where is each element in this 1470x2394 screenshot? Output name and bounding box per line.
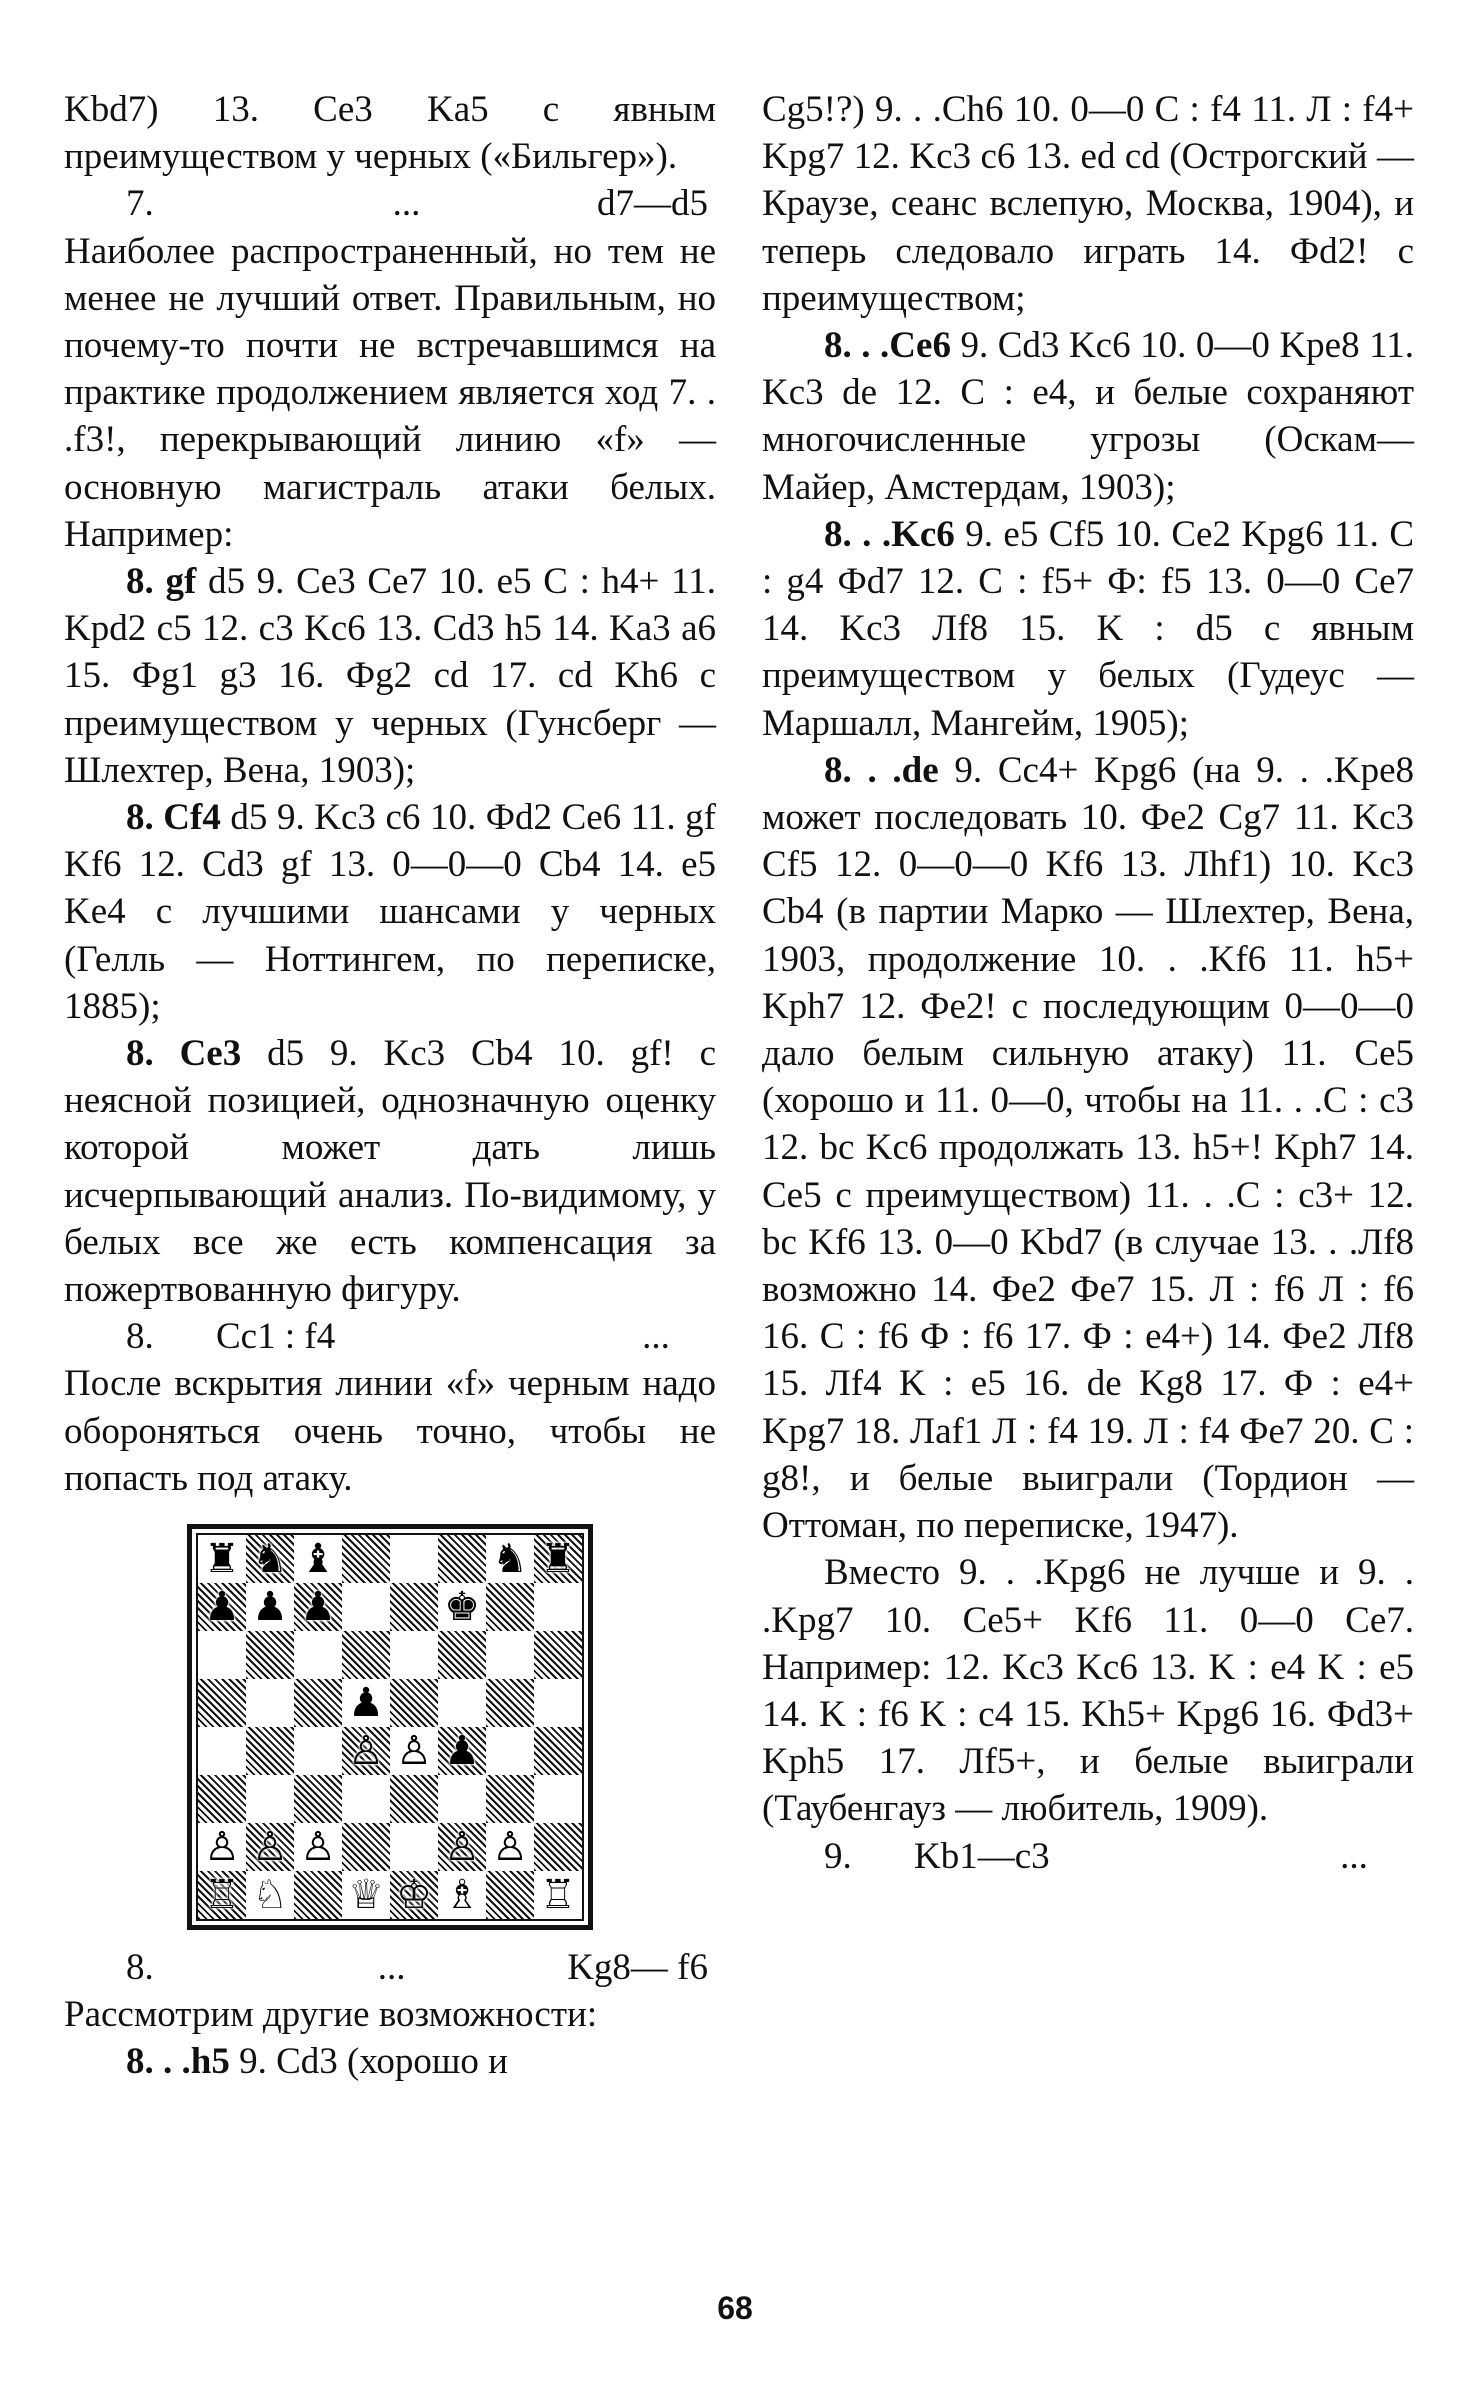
board-square [438,1823,486,1871]
variation-head: 8. Ce3 [126,1033,242,1075]
board-square [390,1727,438,1775]
board-square [534,1631,582,1679]
move-dots: ... [1340,1835,1368,1877]
left-column [64,86,716,2086]
board-square [246,1631,294,1679]
board-square [342,1775,390,1823]
variation-text: d5 9. Ce3 Ce7 10. e5 C : h4+ 11. Kpd2 c5 12. c3 Kc6 13. Cd3 h5 14. Ka3 a6 15. Фg1 g3 16. Фg2 cd 17. cd Kh6 с преимуществом у черных (Гунсберг — Шлехтер, Вена, 1903); [64,561,716,791]
paragraph: Вместо 9. . .Kpg6 не лучше и 9. . .Kpg7 10. Ce5+ Kf6 11. 0—0 Ce7. Например: 12. Kc3 Kc6 13. K : e4 K : e5 14. K : f6 K : c4 15. Kh5+ Kpg6 16. Фd3+ Kph5 17. Лf5+, и белые выиграли (Таубенгауз — любитель, 1909). [762,1552,1414,1830]
board-square [198,1679,246,1727]
move-dots: ... [377,1947,406,1989]
variation-head: 8. gf [126,561,197,603]
board-square [438,1535,486,1583]
board-square [486,1583,534,1631]
board-square [246,1871,294,1919]
variation [762,747,1414,1549]
chess-piece: ♘ [252,1872,288,1919]
variation [64,558,716,794]
board-square [342,1871,390,1919]
board-square [438,1679,486,1727]
move-text: Cc1 : f4 [216,1316,336,1358]
variation [762,511,1414,747]
board-square [342,1535,390,1583]
board-square [438,1631,486,1679]
board-square [198,1631,246,1679]
variation-text: 9. Cd3 Kc6 10. 0—0 Kpe8 11. Kc3 de 12. C : e4, и белые сохраняют многочисленные угрозы (Оскам—Майер, Амстердам, 1903); [762,325,1414,508]
chess-piece: ♙ [252,1824,288,1871]
board-square [390,1583,438,1631]
variation [64,1030,716,1313]
chess-piece: ♚ [444,1584,480,1631]
move-text: d7—d5 [597,183,708,225]
board-square [390,1679,438,1727]
board-square [294,1583,342,1631]
board-square [198,1535,246,1583]
chess-piece: ♙ [492,1824,528,1871]
board-square [198,1727,246,1775]
board-square [246,1775,294,1823]
board-square [246,1823,294,1871]
board-square [198,1871,246,1919]
board-square [342,1631,390,1679]
board-square [390,1631,438,1679]
chess-piece: ♝ [300,1536,336,1583]
board-square [486,1535,534,1583]
chess-piece: ♞ [492,1536,528,1583]
variation-head: 8. . .Kc6 [824,513,955,555]
paragraph: Cg5!?) 9. . .Ch6 10. 0—0 C : f4 11. Л : f4+ Kpg7 12. Kc3 c6 13. ed cd (Острогский — Краузе, сеанс вслепую, Москва, 1904), и теперь следовало играть 14. Фd2! с преимуществом; [762,89,1414,319]
board-square [534,1775,582,1823]
board-square [246,1583,294,1631]
move-number: 8. [126,1947,154,1989]
board-square [294,1823,342,1871]
chess-piece: ♙ [396,1728,432,1775]
board-square [534,1823,582,1871]
board-square [294,1631,342,1679]
board-square [534,1679,582,1727]
paragraph: Рассмотрим другие возможности: [64,1994,598,2036]
board-square [390,1871,438,1919]
move-number: 8. [126,1316,154,1358]
variation [64,794,716,1030]
move-number: 7. [126,183,154,225]
chess-piece: ♙ [300,1824,336,1871]
variation-head: 8. . .de [824,749,939,791]
chess-piece: ♙ [348,1728,384,1775]
chess-piece: ♟ [444,1728,480,1775]
board-square [246,1679,294,1727]
board-square [198,1775,246,1823]
chess-piece: ♖ [540,1872,576,1919]
move-dots: ... [392,183,421,225]
right-column [762,86,1414,1880]
board-square [246,1535,294,1583]
chess-piece: ♙ [444,1824,480,1871]
chess-piece: ♗ [444,1872,480,1919]
board-square [486,1679,534,1727]
board-square [486,1823,534,1871]
chess-board [196,1533,584,1921]
diagram-frame [187,1524,593,1930]
variation-text: 9. Cd3 (хорошо и [229,2041,508,2083]
board-square [390,1775,438,1823]
chess-piece: ♕ [348,1872,384,1919]
chess-piece: ♟ [348,1680,384,1727]
board-square [534,1871,582,1919]
move-text: Kb1—c3 [914,1835,1050,1877]
chess-piece: ♟ [204,1584,240,1631]
board-square [198,1583,246,1631]
paragraph: После вскрытия линии «f» черным надо обороняться очень точно, чтобы не попасть под атаку. [64,1363,716,1499]
board-square [390,1535,438,1583]
move-line [64,1313,716,1360]
variation-text: d5 9. Kc3 Cb4 10. gf! с неясной позицией, однозначную оценку которой может дать лишь исчерпывающий анализ. По-видимому, у белых все же есть компенсация за пожертвованную фигуру. [64,1033,716,1311]
page-number: 68 [717,2290,753,2326]
chess-piece: ♔ [396,1872,432,1919]
move-line [762,1833,1414,1880]
board-square [294,1679,342,1727]
chess-piece: ♙ [204,1824,240,1871]
chess-diagram [64,1524,716,1930]
board-square [294,1775,342,1823]
board-square [198,1823,246,1871]
board-square [246,1727,294,1775]
variation-text: 9. e5 Cf5 10. Ce2 Kpg6 11. C : g4 Фd7 12. C : f5+ Ф: f5 13. 0—0 Ce7 14. Kc3 Лf8 15. K : d5 с явным преимуществом у белых (Гудеус — Маршалл, Мангейм, 1905); [762,513,1414,744]
variation-text: d5 9. Kc3 c6 10. Фd2 Ce6 11. gf Kf6 12. Cd3 gf 13. 0—0—0 Cb4 14. e5 Ke4 с лучшими шансами у черных (Гелль — Ноттингем, по переписке, 1885); [64,797,716,1027]
board-square [486,1871,534,1919]
chess-piece: ♟ [252,1584,288,1631]
chess-piece: ♜ [204,1536,240,1583]
chess-piece: ♟ [300,1584,336,1631]
paragraph: Наиболее распространенный, но тем не менее не лучший ответ. Правильным, но почему-то почти не встречавшимся на практике продолжением является ход 7. . .f3!, перекрывающий линию «f» — основную магистраль атаки белых. Например: [64,230,716,555]
chess-piece: ♖ [204,1872,240,1919]
board-square [486,1631,534,1679]
variation-text: 9. Cc4+ Kpg6 (на 9. . .Kpe8 может последовать 10. Фe2 Cg7 11. Kc3 Cf5 12. 0—0—0 Kf6 13. Лhf1) 10. Kc3 Cb4 (в партии Марко — Шлехтер, Вена, 1903, продолжение 10. . .Kf6 11. h5+ Kph7 12. Фe2! с последующим 0—0—0 дало белым сильную атаку) 11. Ce5 (хорошо и 11. 0—0, чтобы на 11. . .C : c3 12. bc Kc6 продолжать 13. h5+! Kph7 14. Ce5 с преимуществом) 11. . .C : c3+ 12. bc Kf6 13. 0—0 Kbd7 (в случае 13. . .Лf8 возможно 14. Фe2 Фe7 15. Л : f6 Л : f6 16. C : f6 Ф : f6 17. Ф : e4+) 14. Фe2 Лf8 15. Лf4 K : e5 16. de Kg8 17. Ф : e4+ Kpg7 18. Лaf1 Л : f4 19. Л : f4 Фe7 20. C : g8!, и белые выиграли (Тордион — Оттоман, по переписке, 1947). [762,749,1415,1547]
move-line [64,1944,716,1991]
paragraph: Kbd7) 13. Ce3 Ka5 с явным преимуществом у черных («Бильгер»). [64,89,716,178]
board-square [294,1871,342,1919]
board-square [342,1679,390,1727]
variation-head: 8. . .h5 [126,2041,230,2083]
variation-head: 8. . .Ce6 [824,325,951,367]
board-square [438,1583,486,1631]
board-square [438,1727,486,1775]
board-square [294,1535,342,1583]
chess-piece: ♞ [252,1536,288,1583]
board-square [294,1727,342,1775]
move-dots: ... [642,1316,670,1358]
move-text: Kg8— f6 [567,1947,708,1989]
board-square [342,1583,390,1631]
board-square [438,1871,486,1919]
board-square [534,1727,582,1775]
move-line [64,180,716,227]
variation [762,322,1414,511]
move-number: 9. [824,1835,852,1877]
board-square [534,1535,582,1583]
chess-piece: ♜ [540,1536,576,1583]
board-square [486,1775,534,1823]
variation-head: 8. Cf4 [126,797,221,839]
board-square [342,1727,390,1775]
variation [64,2038,716,2085]
board-square [390,1823,438,1871]
board-square [438,1775,486,1823]
board-square [486,1727,534,1775]
board-square [342,1823,390,1871]
board-square [534,1583,582,1631]
